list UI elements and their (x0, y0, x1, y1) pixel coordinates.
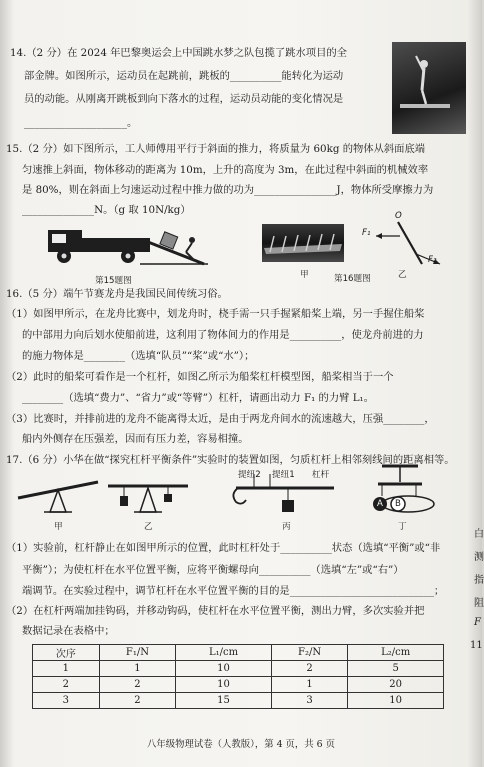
table-cell: 1 (271, 677, 347, 693)
q17-line-6: 数据记录在表格中； (22, 625, 115, 637)
edge-fragment: 测 (474, 552, 484, 563)
table-cell: 3 (33, 693, 100, 709)
fig16-yi-label: 乙 (398, 270, 407, 280)
edge-fragment: 指 (474, 575, 484, 586)
fig17-jia-label: 甲 (54, 522, 63, 532)
q17-line-3: 平衡”）；为使杠杆在水平位置平衡，应将平衡螺母向__________（选填“左”或“右”） (22, 564, 404, 576)
fig17-bing-label: 丙 (282, 522, 291, 532)
lever-label: 杠杆 (312, 470, 330, 480)
q17-line-4: 端调节。在实验过程中，调节杠杆在水平位置平衡的目的是____________________________； (22, 585, 445, 597)
table-cell: 15 (176, 693, 272, 709)
table-cell: 10 (176, 661, 272, 677)
edge-fragment: F (474, 617, 481, 628)
q15-line-2: 匀速推上斜面，物体移动的距离为 10m，上升的高度为 3m，在此过程中斜面的机械效率 (22, 164, 429, 176)
table-row (33, 693, 444, 709)
q14-line-1: 14.（2 分）在 2024 年巴黎奥运会上中国跳水梦之队包揽了跳水项目的全 (10, 47, 347, 59)
lever-figure-yi (104, 470, 190, 518)
table-cell: 2 (99, 677, 175, 693)
table-header-row (33, 645, 444, 661)
pivot-o-label: O (395, 211, 402, 221)
q17-line-5: （2）在杠杆两端加挂钩码，并移动钩码，使杠杆在水平位置平衡，测出力臂，多次实验并把 (6, 605, 425, 617)
q15-line-4: ______________N。（g 取 10N/kg） (22, 204, 191, 216)
q17-line-1: 17.（6 分）小华在做“探究杠杆平衡条件”实验时的装置如图，匀质杠杆上相邻刻线间的距离相等。 (6, 454, 455, 466)
f2-label: F₂ (428, 255, 437, 265)
table-row (33, 677, 444, 693)
tinu2-label: 提纽2 (238, 470, 261, 480)
fig16-jia-label: 甲 (300, 270, 309, 280)
table-cell: 2 (33, 677, 100, 693)
q15-line-1: 15.（2 分）如下图所示，工人师傅用平行于斜面的推力，将质量为 60kg 的物体从斜面底端 (6, 143, 426, 155)
q16-line-4: 的施力物体是________（选填“队员”“桨”或“水”）； (22, 350, 255, 362)
q16-line-3: 的中部用力向后划水使船前进，这利用了物体间力的作用是__________，使龙舟前进的力 (22, 329, 424, 341)
table-header: 次序 (33, 645, 100, 661)
fig15-truck-ramp (44, 220, 214, 272)
fig16-caption: 第16题图 (334, 274, 371, 284)
rowers-icon (262, 224, 344, 262)
q17-line-2: （1）实验前，杠杆静止在如图甲所示的位置，此时杠杆处于__________状态（选填“平衡”或“非 (6, 542, 441, 554)
tinu1-label: 提纽1 (272, 470, 295, 480)
table-cell: 10 (176, 677, 272, 693)
q16-line-7: （3）比赛时，并排前进的龙舟不能离得太近，是由于两龙舟间水的流速越大，压强________， (6, 413, 435, 425)
edge-fragment: 白 (474, 529, 484, 540)
table-cell: 10 (348, 693, 444, 709)
edge-fragment: 阻 (474, 598, 484, 609)
page-footer: 八年级物理试卷（人教版），第 4 页，共 6 页 (147, 739, 335, 750)
edge-fragment: 11 (470, 640, 483, 651)
table-header: F₁/N (99, 645, 175, 661)
table-cell: 1 (99, 661, 175, 677)
fig17-ding-label: 丁 (398, 522, 407, 532)
table-cell: 20 (348, 677, 444, 693)
q14-line-4: ____________________。 (24, 117, 138, 129)
fig15-caption: 第15题图 (95, 276, 132, 286)
q16-line-6: ________（选填“费力”、“省力”或“等臂”）杠杆，请画出动力 F₁ 的力臂 L₁。 (22, 392, 374, 404)
ball-b-label: B (395, 499, 401, 509)
fig17-yi-label: 乙 (144, 522, 153, 532)
q16-line-1: 16.（5 分）端午节赛龙舟是我国民间传统习俗。 (6, 288, 228, 300)
pulley-figure-ding (358, 462, 444, 518)
ball-a-label: A (377, 499, 383, 509)
q16-line-2: （1）如图甲所示，在龙舟比赛中，划龙舟时，桡手需一只手握紧船桨上端，另一手握住船桨 (6, 308, 425, 320)
f1-label: F₁ (362, 228, 371, 238)
q15-line-3: 是 80%，则在斜面上匀速运动过程中推力做的功为________________J，物体所受摩擦力为 (22, 184, 434, 196)
diver-figure-icon (392, 42, 466, 134)
table-cell: 1 (33, 661, 100, 677)
dragon-boat-photo (262, 224, 344, 262)
table-row (33, 661, 444, 677)
table-cell: 2 (271, 661, 347, 677)
table-cell: 2 (99, 693, 175, 709)
table-header: L₁/cm (176, 645, 272, 661)
table-header: L₂/cm (348, 645, 444, 661)
table-header: F₂/N (271, 645, 347, 661)
table-cell: 5 (348, 661, 444, 677)
table-cell: 3 (271, 693, 347, 709)
q14-line-2: 部金牌。如图所示，运动员在起跳前，跳板的__________能转化为运动 (24, 70, 344, 82)
q14-line-3: 员的动能。从刚离开跳板到向下落水的过程，运动员动能的变化情况是 (24, 93, 344, 105)
q16-line-5: （2）此时的船桨可看作是一个杠杆，如图乙所示为船桨杠杆模型图，船桨相当于一个 (6, 371, 394, 383)
lever-data-table (32, 644, 444, 709)
diver-photo (392, 42, 466, 134)
q16-line-8: 船内外侧存在压强差，因而有压力差，容易相撞。 (22, 433, 249, 445)
lever-figure-jia (14, 468, 100, 516)
